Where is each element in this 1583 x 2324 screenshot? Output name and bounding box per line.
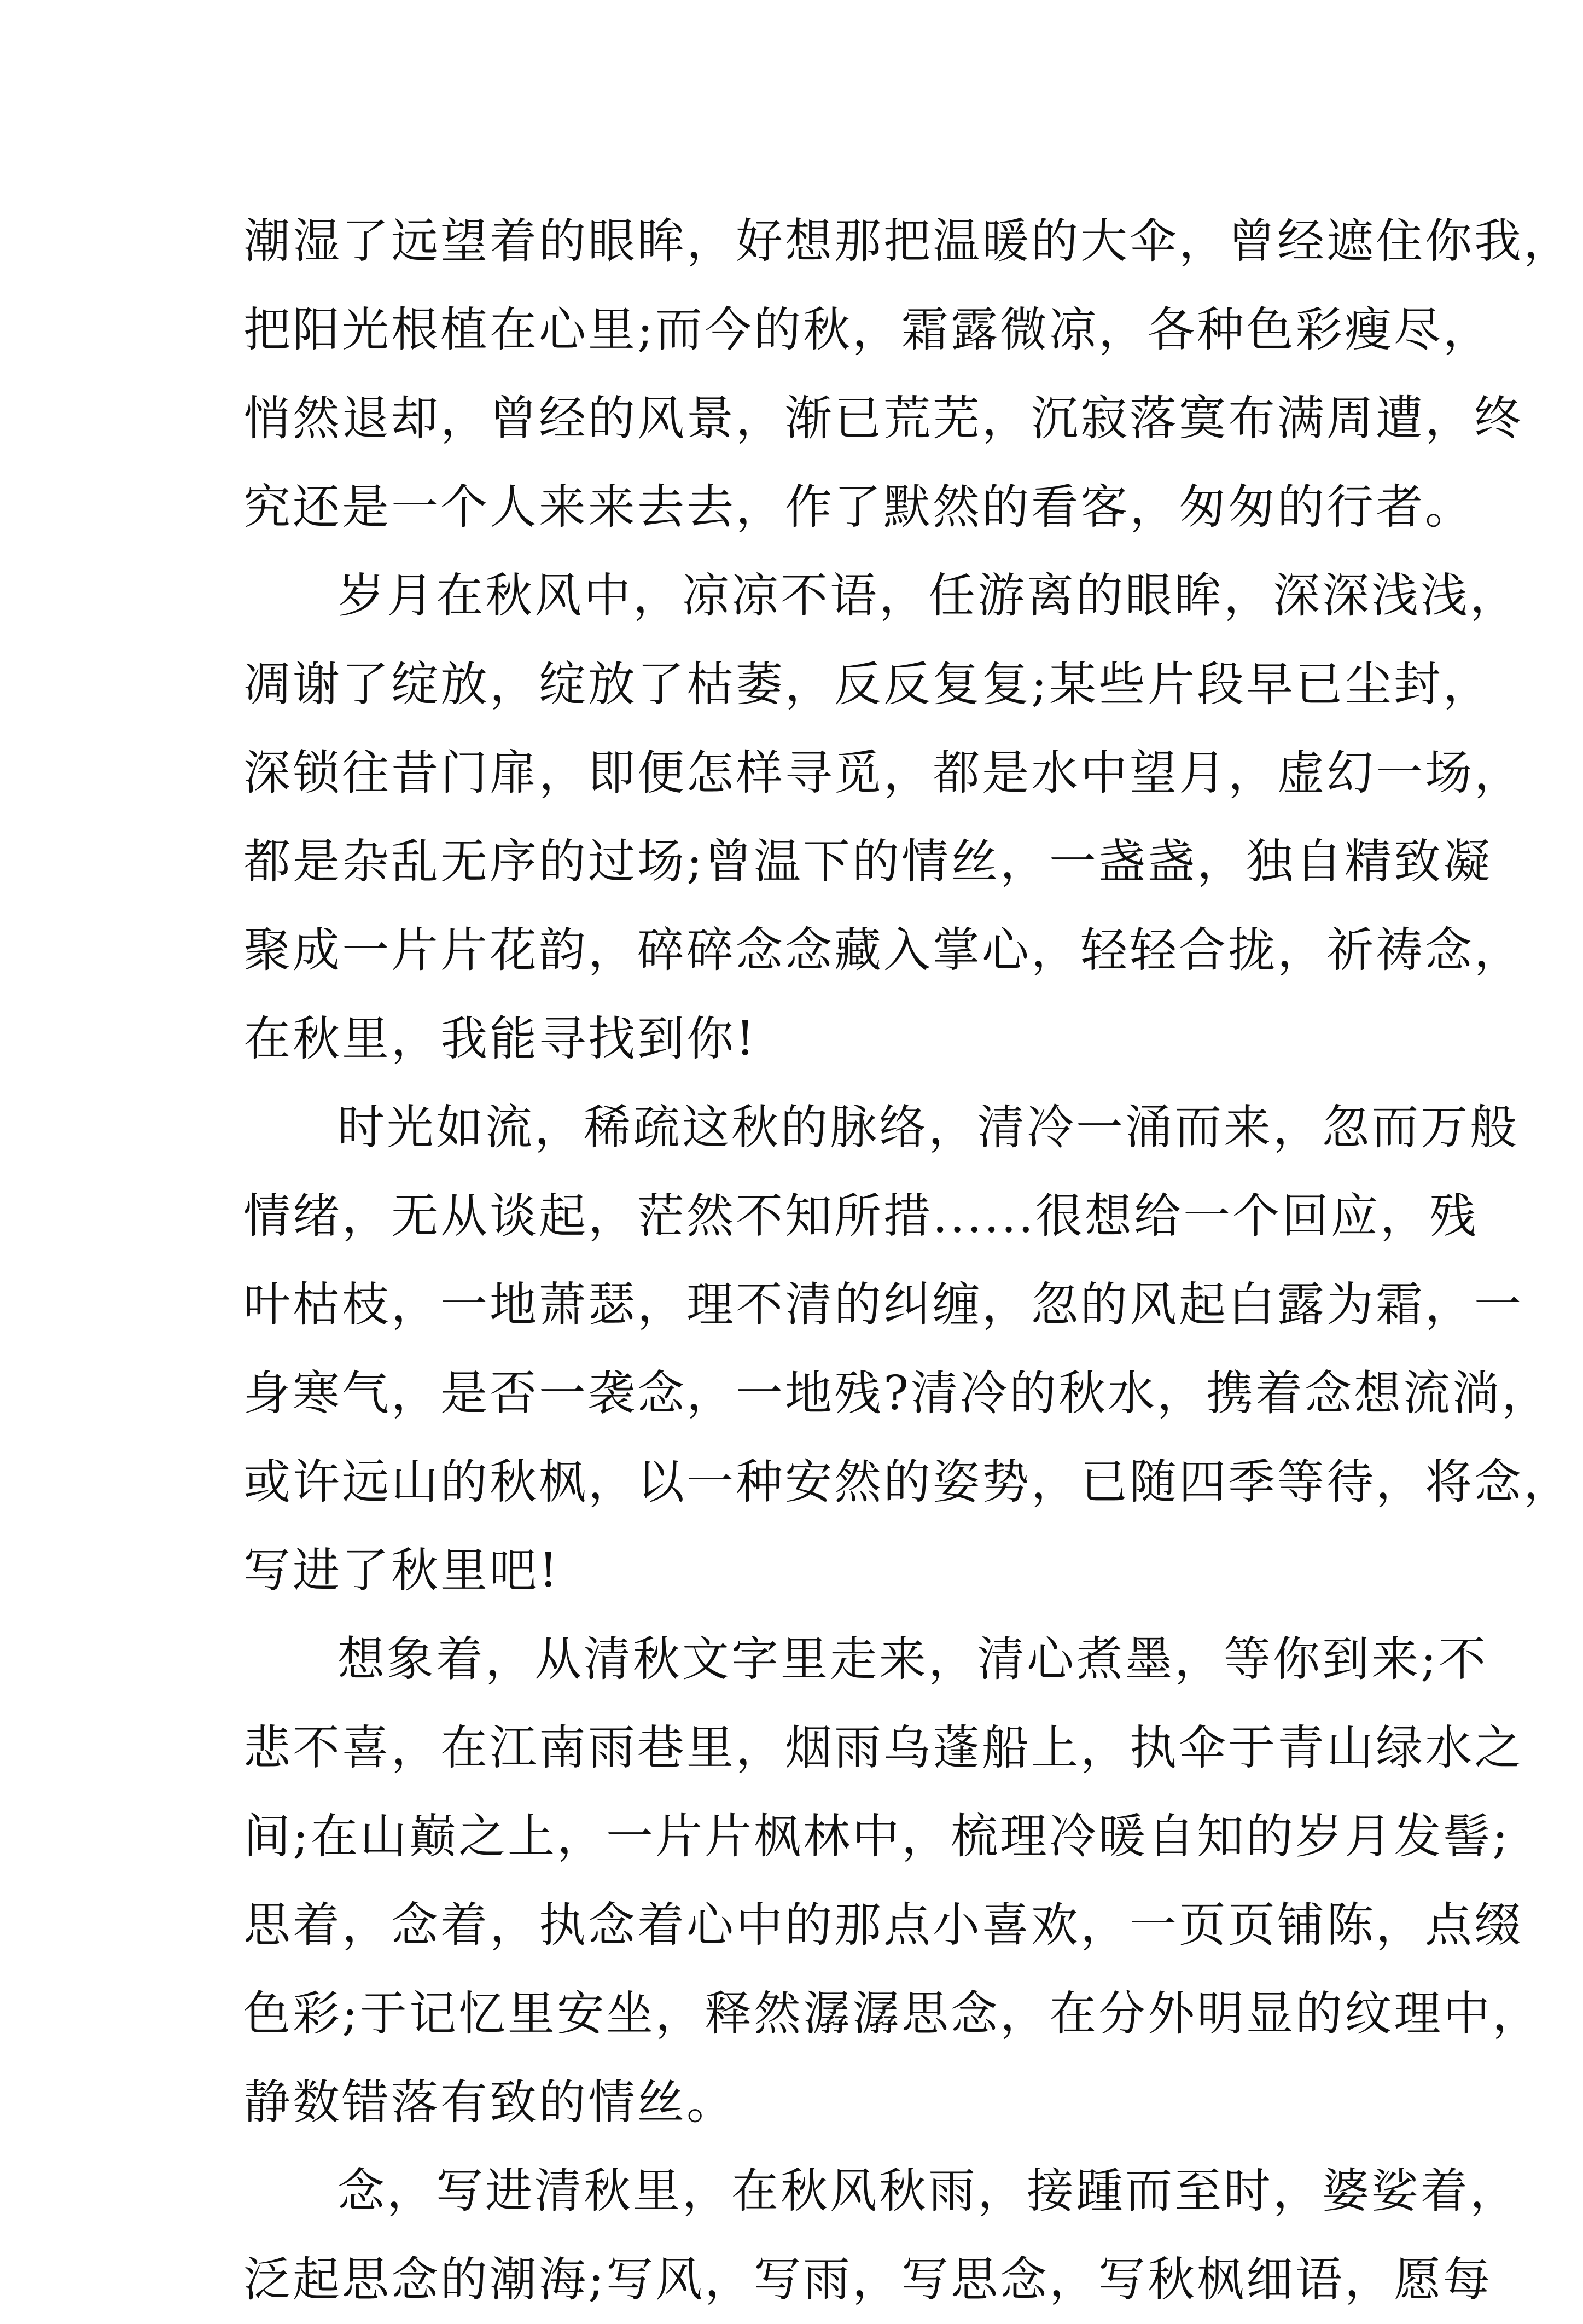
text-line: 写进了秋里吧!: [243, 1543, 560, 1598]
text-line: 把阳光根植在心里;而今的秋，霜露微凉，各种色彩瘦尽，: [243, 303, 1492, 357]
body-text: [243, 197, 1573, 2324]
text-line: 泛起思念的潮海;写风，写雨，写思念，写秋枫细语，愿每: [243, 2252, 1492, 2307]
text-line: 间;在山巅之上，一片片枫林中，梳理冷暖自知的岁月发髻;: [243, 1809, 1510, 1864]
text-line: 色彩;于记忆里安坐，释然潺潺思念，在分外明显的纹理中，: [243, 1986, 1541, 2041]
text-line: 究还是一个人来来去去，作了默然的看客，匆匆的行者。: [243, 480, 1474, 534]
text-line: 在秋里，我能寻找到你!: [243, 1012, 757, 1066]
text-line: 都是杂乱无序的过场;曾温下的情丝，一盏盏，独自精致凝: [243, 834, 1492, 889]
text-line: 凋谢了绽放，绽放了枯萎，反反复复;某些片段早已尘封，: [243, 657, 1492, 712]
text-line: 聚成一片片花韵，碎碎念念藏入掌心，轻轻合拢，祈祷念，: [243, 923, 1523, 978]
text-line: 思着，念着，执念着心中的那点小喜欢，一页页铺陈，点缀: [243, 1898, 1523, 1953]
text-line: 或许远山的秋枫，以一种安然的姿势，已随四季等待，将念，: [243, 1455, 1573, 1509]
paragraph-first-line: 念，写进清秋里，在秋风秋雨，接踵而至时，婆娑着，: [337, 2164, 1519, 2218]
text-line: 悲不喜，在江南雨巷里，烟雨乌蓬船上，执伞于青山绿水之: [243, 1721, 1523, 1775]
text-line: 身寒气，是否一袭念，一地残?清冷的秋水，携着念想流淌，: [243, 1366, 1551, 1421]
paragraph-first-line: 时光如流，稀疏这秋的脉络，清冷一涌而来，忽而万般: [337, 1100, 1519, 1155]
text-line: 深锁往昔门扉，即便怎样寻觅，都是水中望月，虚幻一场，: [243, 746, 1523, 800]
text-line: 静数错落有致的情丝。: [243, 2075, 736, 2130]
text-line: 叶枯枝，一地萧瑟，理不清的纠缠，忽的风起白露为霜，一: [243, 1277, 1523, 1332]
paragraph-first-line: 想象着，从清秋文字里走来，清心煮墨，等你到来;不: [337, 1632, 1488, 1687]
text-line: 潮湿了远望着的眼眸，好想那把温暖的大伞，曾经遮住你我，: [243, 214, 1573, 269]
paragraph-first-line: 岁月在秋风中，凉凉不语，任游离的眼眸，深深浅浅，: [337, 568, 1519, 623]
text-line: 悄然退却，曾经的风景，渐已荒芜，沉寂落寞布满周遭，终: [243, 391, 1523, 446]
text-line: 情绪，无从谈起，茫然不知所措......很想给一个回应，残: [243, 1189, 1479, 1244]
